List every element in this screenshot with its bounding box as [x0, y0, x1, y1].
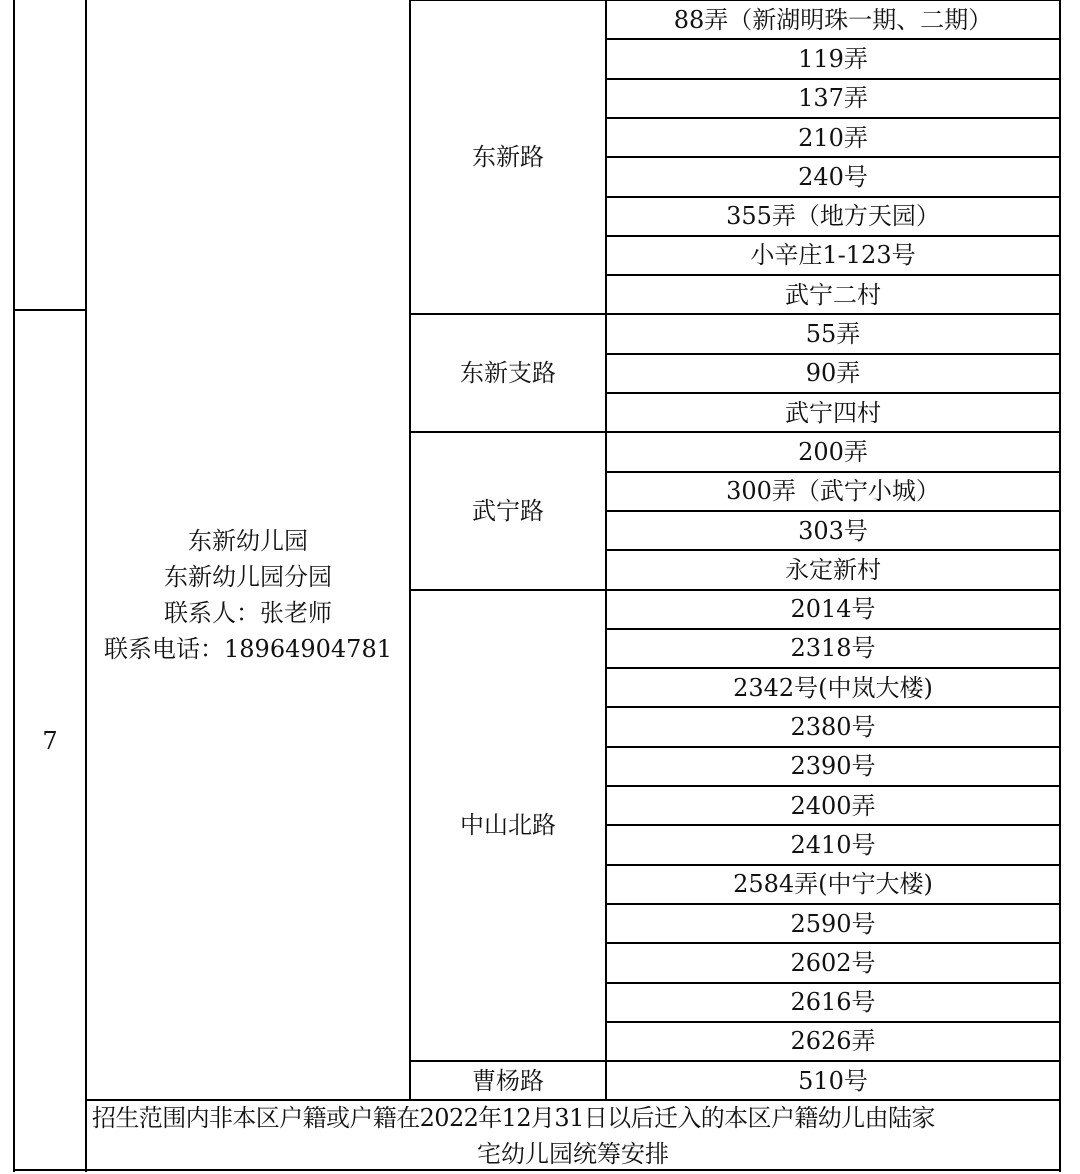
address-cell: 2014号 — [790, 595, 876, 624]
address-cell: 88弄（新湖明珠一期、二期） — [673, 5, 993, 34]
column-border — [85, 0, 87, 1172]
address-cell: 2626弄 — [790, 1027, 876, 1056]
column-border — [409, 0, 411, 1100]
address-cell: 2390号 — [790, 752, 876, 781]
road-name: 武宁路 — [472, 496, 544, 525]
address-cell: 武宁二村 — [785, 280, 881, 309]
table-border — [410, 0, 1060, 1]
address-cell: 2590号 — [790, 909, 876, 938]
address-cell: 2584弄(中宁大楼) — [733, 870, 933, 899]
kindergarten-line: 联系人：张老师 — [164, 599, 332, 628]
kindergarten-line: 东新幼儿园分园 — [164, 563, 332, 592]
note-line-2: 宅幼儿园统筹安排 — [477, 1140, 669, 1169]
road-name: 东新路 — [472, 143, 544, 172]
row-index: 7 — [42, 727, 58, 755]
enrollment-note — [86, 1100, 1060, 1172]
address-cell: 137弄 — [798, 84, 868, 113]
column-border — [1059, 0, 1061, 1172]
address-cell: 355弄（地方天园） — [726, 202, 940, 231]
address-cell: 55弄 — [805, 320, 861, 349]
table-border — [14, 309, 86, 311]
address-cell: 303号 — [798, 516, 868, 545]
address-cell: 119弄 — [798, 44, 868, 73]
address-cell: 200弄 — [798, 437, 868, 466]
road-name: 东新支路 — [460, 359, 556, 388]
address-cell: 小辛庄1-123号 — [750, 241, 916, 270]
address-cell: 2616号 — [790, 988, 876, 1017]
road-name: 中山北路 — [460, 811, 556, 840]
address-cell: 240号 — [798, 162, 868, 191]
address-cell: 2410号 — [790, 830, 876, 859]
column-border — [605, 0, 607, 1100]
address-cell: 2380号 — [790, 713, 876, 742]
address-cell: 300弄（武宁小城） — [726, 477, 940, 506]
address-cell: 90弄 — [805, 359, 861, 388]
address-cell: 2318号 — [790, 634, 876, 663]
kindergarten-line: 东新幼儿园 — [188, 527, 308, 556]
column-border — [13, 0, 15, 1172]
kindergarten-info — [86, 0, 410, 1100]
table-border — [86, 1099, 1060, 1101]
note-line-1: 招生范围内非本区户籍或户籍在2022年12月31日以后迁入的本区户籍幼儿由陆家 — [92, 1104, 935, 1133]
address-cell: 武宁四村 — [785, 398, 881, 427]
address-cell: 510号 — [798, 1066, 868, 1095]
address-cell: 2602号 — [790, 948, 876, 977]
address-cell: 2400弄 — [790, 791, 876, 820]
address-cell: 2342号(中岚大楼) — [733, 673, 933, 702]
address-cell: 210弄 — [798, 123, 868, 152]
road-name: 曹杨路 — [472, 1066, 544, 1095]
table-border — [14, 1169, 1060, 1171]
kindergarten-line: 联系电话：18964904781 — [104, 635, 392, 664]
address-cell: 永定新村 — [785, 555, 881, 584]
